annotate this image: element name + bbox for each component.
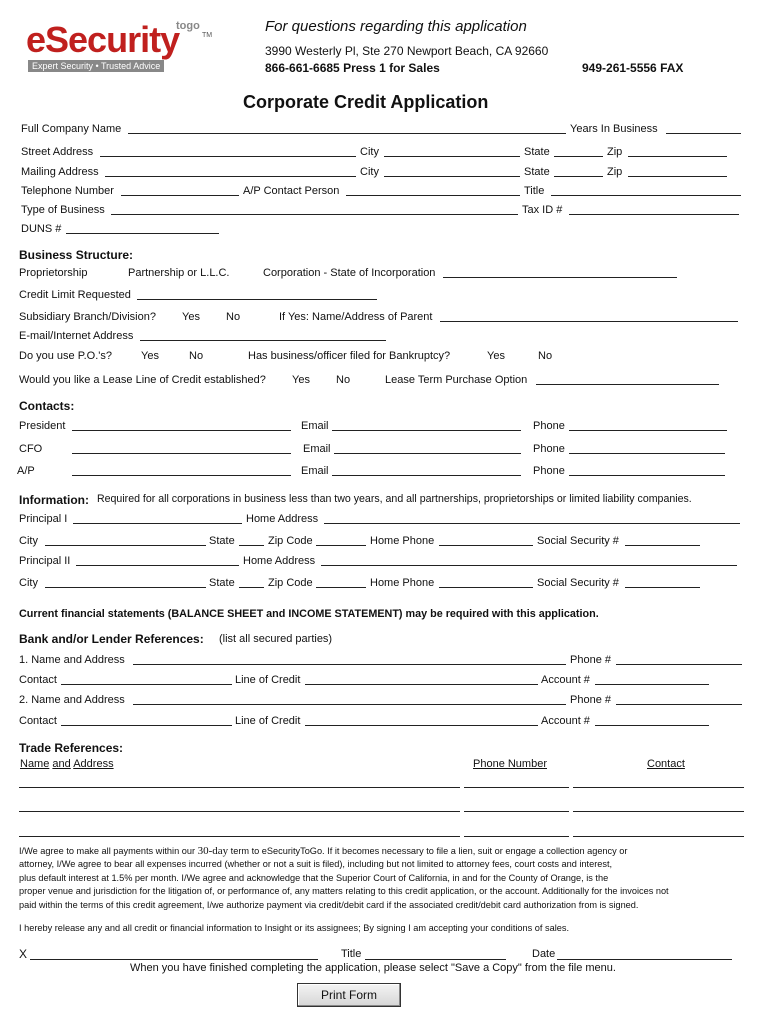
trade1-phone-field[interactable] xyxy=(464,787,569,788)
signature-date-field[interactable] xyxy=(557,959,732,960)
mailing-city-field[interactable] xyxy=(384,176,520,177)
principal1-home-phone-field[interactable] xyxy=(439,545,533,546)
principal1-state-field[interactable] xyxy=(239,545,264,546)
bank2-account-field[interactable] xyxy=(595,725,709,726)
duns-field[interactable] xyxy=(66,233,219,234)
bank1-name-field[interactable] xyxy=(133,664,566,665)
logo-text: eSecurity xyxy=(26,19,180,60)
cfo-phone-field[interactable] xyxy=(569,453,725,454)
title-field[interactable] xyxy=(551,195,741,196)
zip-label: Zip xyxy=(607,146,623,158)
bank2-line-of-credit-field[interactable] xyxy=(305,725,538,726)
full-company-name-label: Full Company Name xyxy=(21,123,122,135)
signature-title-label: Title xyxy=(341,948,362,960)
subsidiary-label: Subsidiary Branch/Division? xyxy=(19,311,156,323)
principal2-zip-field[interactable] xyxy=(316,587,366,588)
mailing-zip-field[interactable] xyxy=(628,176,727,177)
terms-text-1c: term to eSecurityToGo. If it becomes necessary to file a lien, suit or engage a collection agency or xyxy=(228,846,628,856)
principal1-home-address-label: Home Address xyxy=(246,513,319,525)
page-title: Corporate Credit Application xyxy=(243,92,489,112)
years-in-business-label: Years In Business xyxy=(570,123,658,135)
po-no[interactable]: No xyxy=(189,350,204,362)
cfo-phone-label: Phone xyxy=(533,443,565,455)
city-label: City xyxy=(360,146,379,158)
bank-references-heading: Bank and/or Lender References: xyxy=(19,632,204,646)
ap-email-field[interactable] xyxy=(332,475,521,476)
principal1-ssn-field[interactable] xyxy=(625,545,700,546)
city-field[interactable] xyxy=(384,156,520,157)
trade-and-header: and xyxy=(52,758,71,770)
principal2-label: Principal II xyxy=(19,555,71,567)
terms-line-5: paid within the terms of this credit agreement, I/we authorize payment via credit/debit card if the associated credit/debit card authorization from is signed. xyxy=(19,899,639,910)
bank2-phone-field[interactable] xyxy=(616,704,742,705)
trade3-name-field[interactable] xyxy=(19,836,460,837)
bank2-contact-field[interactable] xyxy=(61,725,232,726)
tax-id-label: Tax ID # xyxy=(522,204,563,216)
zip-field[interactable] xyxy=(628,156,727,157)
terms-line-3: plus default interest at 1.5% per month. I/We agree and acknowledge that the Superior Court of California, in and for the County of Orange, is the xyxy=(19,872,609,883)
tax-id-field[interactable] xyxy=(569,214,739,215)
bank1-contact-field[interactable] xyxy=(61,684,232,685)
cfo-email-label: Email xyxy=(303,443,331,455)
signature-title-field[interactable] xyxy=(365,959,506,960)
bank-references-subheading: (list all secured parties) xyxy=(219,633,333,645)
lease-term-label: Lease Term Purchase Option xyxy=(385,374,528,386)
ap-label: A/P xyxy=(17,465,35,477)
partnership-option[interactable]: Partnership or L.L.C. xyxy=(128,267,230,279)
business-structure-heading: Business Structure: xyxy=(19,248,134,262)
state-field[interactable] xyxy=(554,156,603,157)
principal2-ssn-field[interactable] xyxy=(625,587,700,588)
principal1-state-label: State xyxy=(209,535,235,547)
president-email-field[interactable] xyxy=(332,430,521,431)
credit-limit-label: Credit Limit Requested xyxy=(19,289,131,301)
state-label: State xyxy=(524,146,550,158)
principal1-ssn-label: Social Security # xyxy=(537,535,619,547)
years-in-business-field[interactable] xyxy=(666,133,741,134)
principal2-ssn-label: Social Security # xyxy=(537,577,619,589)
principal1-city-label: City xyxy=(19,535,38,547)
president-phone-label: Phone xyxy=(533,420,565,432)
president-email-label: Email xyxy=(301,420,329,432)
bankruptcy-yes[interactable]: Yes xyxy=(487,350,505,362)
signature-date-label: Date xyxy=(532,948,556,960)
lease-yes[interactable]: Yes xyxy=(292,374,310,386)
lease-label: Would you like a Lease Line of Credit established? xyxy=(19,374,266,386)
president-field[interactable] xyxy=(72,430,291,431)
president-phone-field[interactable] xyxy=(569,430,727,431)
print-form-button[interactable]: Print Form xyxy=(297,983,401,1007)
trade-phone-header: Phone Number xyxy=(473,758,547,770)
title-label: Title xyxy=(524,185,545,197)
terms-line-2: attorney, I/We agree to bear all expenses incurred (whether or not a suit is filed), including but not limited to attorney fees, court costs and interest, xyxy=(19,859,613,870)
bank1-line-of-credit-field[interactable] xyxy=(305,684,538,685)
type-of-business-field[interactable] xyxy=(111,214,518,215)
principal2-home-address-label: Home Address xyxy=(243,555,316,567)
bank1-phone-label: Phone # xyxy=(570,654,611,666)
bank1-line-of-credit-label: Line of Credit xyxy=(235,674,301,686)
bank2-name-label: 2. Name and Address xyxy=(19,694,125,706)
signature-field[interactable] xyxy=(30,959,318,960)
principal1-label: Principal I xyxy=(19,513,68,525)
cfo-field[interactable] xyxy=(72,453,291,454)
bank1-contact-label: Contact xyxy=(19,674,57,686)
principal2-state-field[interactable] xyxy=(239,587,264,588)
principal1-city-field[interactable] xyxy=(45,545,206,546)
principal2-field[interactable] xyxy=(76,565,239,566)
trade-address-header: Address xyxy=(73,758,114,770)
terms-line-4: proper venue and jurisdiction for the litigation of, or performance of, any matters relating to this credit application, or the account. Additionally for the invoices not xyxy=(19,886,669,897)
contacts-heading: Contacts: xyxy=(19,399,75,413)
logo-tagline: Expert Security • Trusted Advice xyxy=(28,60,164,72)
principal1-zip-field[interactable] xyxy=(316,545,366,546)
bank2-line-of-credit-label: Line of Credit xyxy=(235,715,301,727)
bank2-phone-label: Phone # xyxy=(570,694,611,706)
bank2-contact-label: Contact xyxy=(19,715,57,727)
mailing-city-label: City xyxy=(360,166,379,178)
ap-phone-field[interactable] xyxy=(569,475,725,476)
information-heading: Information: xyxy=(19,493,89,507)
mailing-address-label: Mailing Address xyxy=(21,166,99,178)
release-statement: I hereby release any and all credit or financial information to Insight or its assignees; By signing I am accepting your conditions of sales. xyxy=(19,923,570,933)
information-text: Required for all corporations in business less than two years, and all partnerships, proprietorships or limited liability companies. xyxy=(97,493,692,505)
duns-label: DUNS # xyxy=(21,223,62,235)
bank1-name-label: 1. Name and Address xyxy=(19,654,125,666)
principal2-home-address-field[interactable] xyxy=(321,565,737,566)
trade3-phone-field[interactable] xyxy=(464,836,569,837)
trade1-contact-field[interactable] xyxy=(573,787,744,788)
terms-30-day: 30-day xyxy=(197,845,229,857)
trade1-name-field[interactable] xyxy=(19,787,460,788)
trade-name-address-header xyxy=(20,758,114,771)
bank1-account-field[interactable] xyxy=(595,684,709,685)
president-label: President xyxy=(19,420,66,432)
full-company-name-field[interactable] xyxy=(128,133,566,134)
po-label: Do you use P.O.'s? xyxy=(19,350,113,362)
principal1-home-phone-label: Home Phone xyxy=(370,535,435,547)
state-of-incorporation-field[interactable] xyxy=(443,277,677,278)
po-yes[interactable]: Yes xyxy=(141,350,159,362)
trade2-contact-field[interactable] xyxy=(573,811,744,812)
street-address-label: Street Address xyxy=(21,146,94,158)
logo xyxy=(26,20,216,70)
ap-email-label: Email xyxy=(301,465,329,477)
terms-line-1 xyxy=(19,845,749,858)
ap-phone-label: Phone xyxy=(533,465,565,477)
financial-statement-note: Current financial statements (BALANCE SHEET and INCOME STATEMENT) may be required with this application. xyxy=(19,608,599,620)
mailing-address-field[interactable] xyxy=(105,176,356,177)
questions-heading: For questions regarding this application xyxy=(265,18,527,35)
ap-field[interactable] xyxy=(72,475,291,476)
bank2-name-field[interactable] xyxy=(133,704,566,705)
email-address-field[interactable] xyxy=(140,340,386,341)
bank2-account-label: Account # xyxy=(541,715,590,727)
principal2-city-label: City xyxy=(19,577,38,589)
logo-togo: togo xyxy=(176,20,200,32)
telephone-number-label: Telephone Number xyxy=(21,185,114,197)
bank1-account-label: Account # xyxy=(541,674,590,686)
principal2-zip-label: Zip Code xyxy=(268,577,313,589)
email-address-label: E-mail/Internet Address xyxy=(19,330,134,342)
company-address: 3990 Westerly Pl, Ste 270 Newport Beach, CA 92660 xyxy=(265,44,549,58)
trade3-contact-field[interactable] xyxy=(573,836,744,837)
telephone-number-field[interactable] xyxy=(121,195,239,196)
trade-references-heading: Trade References: xyxy=(19,741,124,755)
parent-field[interactable] xyxy=(440,321,738,322)
terms-paragraph xyxy=(19,845,749,912)
principal1-zip-label: Zip Code xyxy=(268,535,313,547)
bankruptcy-no[interactable]: No xyxy=(538,350,553,362)
corporation-option[interactable]: Corporation - State of Incorporation xyxy=(263,267,436,279)
type-of-business-label: Type of Business xyxy=(21,204,105,216)
ap-contact-label: A/P Contact Person xyxy=(243,185,340,197)
trade2-name-field[interactable] xyxy=(19,811,460,812)
signature-x: X xyxy=(19,947,28,961)
principal2-city-field[interactable] xyxy=(45,587,206,588)
mailing-state-field[interactable] xyxy=(554,176,603,177)
bankruptcy-label: Has business/officer filed for Bankruptcy? xyxy=(248,350,451,362)
credit-limit-field[interactable] xyxy=(137,299,377,300)
save-copy-note: When you have finished completing the application, please select "Save a Copy" from the file menu. xyxy=(130,962,616,974)
street-address-field[interactable] xyxy=(100,156,356,157)
logo-tm: TM xyxy=(202,32,213,39)
subsidiary-yes[interactable]: Yes xyxy=(182,311,200,323)
trade2-phone-field[interactable] xyxy=(464,811,569,812)
trade-name-header: Name xyxy=(20,758,50,770)
lease-term-field[interactable] xyxy=(536,384,719,385)
principal1-home-address-field[interactable] xyxy=(324,523,740,524)
bank1-phone-field[interactable] xyxy=(616,664,742,665)
subsidiary-no[interactable]: No xyxy=(226,311,241,323)
terms-text-1a: I/We agree to make all payments within our xyxy=(19,846,198,856)
lease-no[interactable]: No xyxy=(336,374,351,386)
cfo-email-field[interactable] xyxy=(334,453,521,454)
trade-contact-header: Contact xyxy=(647,758,685,770)
parent-label: If Yes: Name/Address of Parent xyxy=(279,311,433,323)
principal1-field[interactable] xyxy=(73,523,242,524)
fax-number: 949-261-5556 FAX xyxy=(582,61,684,75)
proprietorship-option[interactable]: Proprietorship xyxy=(19,267,88,279)
principal2-home-phone-label: Home Phone xyxy=(370,577,435,589)
mailing-state-label: State xyxy=(524,166,550,178)
ap-contact-field[interactable] xyxy=(346,195,520,196)
mailing-zip-label: Zip xyxy=(607,166,623,178)
sales-phone: 866-661-6685 Press 1 for Sales xyxy=(265,61,440,75)
principal2-home-phone-field[interactable] xyxy=(439,587,533,588)
cfo-label: CFO xyxy=(19,443,43,455)
principal2-state-label: State xyxy=(209,577,235,589)
